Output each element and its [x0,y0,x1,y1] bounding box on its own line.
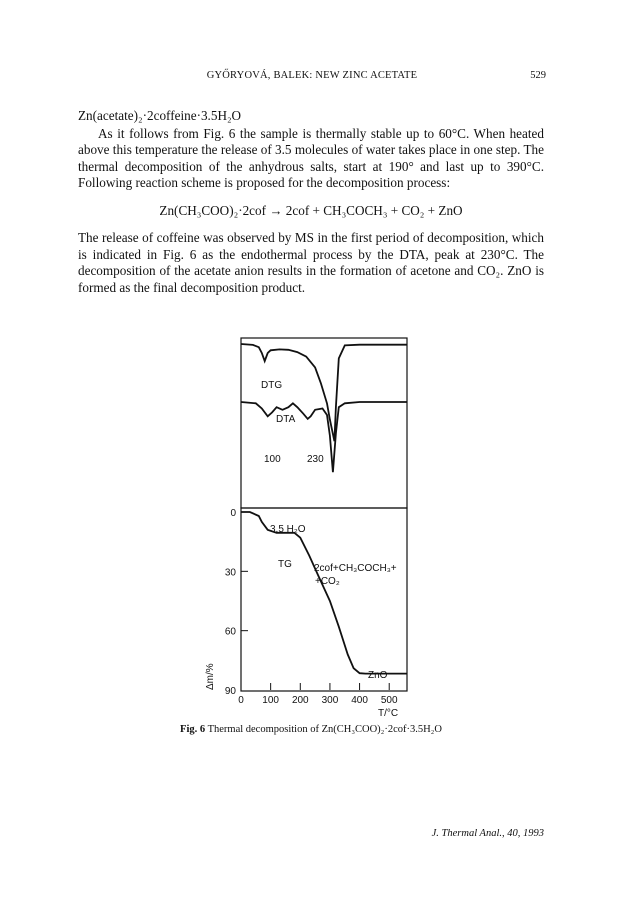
dtg-curve [241,344,407,441]
dta-peak-230-label: 230 [307,454,324,465]
paragraph-2: The release of coffeine was observed by MS in the first period of decomposition, which is indicated in Fig. 6 as the endothermal process by the DTA, peak at 230°C. The decomposition of the acetate anion results in the formation of acetone and CO₂. ZnO is formed as the final decomposition product. [78,230,544,295]
y-tick-label: 0 [230,508,236,519]
caption-text: Thermal decomposition of Zn(CH₃COO)₂·2cof·3.5H₂O [207,724,442,735]
tg-label: TG [278,559,292,570]
products-label-line-1: 2cof+CH₃COCH₃+ [314,563,397,574]
running-title: GYŐRYOVÁ, BALEK: NEW ZINC ACETATE [206,70,418,81]
dta-peak-100-label: 100 [264,454,281,465]
figure-caption [78,724,544,735]
y-axis-tick-labels [225,508,237,697]
x-tick-label: 500 [380,695,398,706]
tg-curve [241,512,407,674]
products-label-line-2: +CO₂ [315,576,340,587]
compound-heading: Zn(acetate)₂·2coffeine·3.5H₂O [78,108,242,123]
y-axis-label: Δm/% [205,663,216,690]
dtg-dta-panel-frame [241,338,407,508]
y-tick-label: 90 [224,686,236,697]
x-tick-label: 300 [321,695,339,706]
y-tick-label: 60 [224,626,236,638]
reaction-equation: Zn(CH₃COO)₂·2cof → 2cof + CH₃COCH₃ + CO₂ + ZnO [159,202,463,218]
y-axis-ticks [241,571,248,630]
dta-label: DTA [276,414,296,425]
x-axis-ticks [271,683,390,690]
x-tick-label: 100 [262,695,279,706]
tg-panel-frame [241,508,407,691]
water-loss-label: 3.5 H₂O [270,524,306,535]
zno-label: ZnO [368,670,388,681]
page-number: 529 [530,70,546,81]
x-tick-label: 400 [351,695,368,706]
caption-label: Fig. 6 [180,724,206,735]
dtg-label: DTG [261,380,283,391]
journal-footer: J. Thermal Anal., 40, 1993 [431,828,544,839]
x-axis-label: T/°C [378,708,399,719]
x-tick-label: 0 [238,695,244,706]
paragraph-1: As it follows from Fig. 6 the sample is thermally stable up to 60°C. When heated above this temperature the release of 3.5 molecules of water takes place in one step. The thermal decomposition of the anhydrous salts, start at 190° and last up to 390°C. Following reaction scheme is proposed for the decomposition process: [78,125,544,190]
x-axis-tick-labels [238,695,398,706]
x-tick-label: 200 [291,695,309,706]
y-tick-label: 30 [224,567,236,579]
